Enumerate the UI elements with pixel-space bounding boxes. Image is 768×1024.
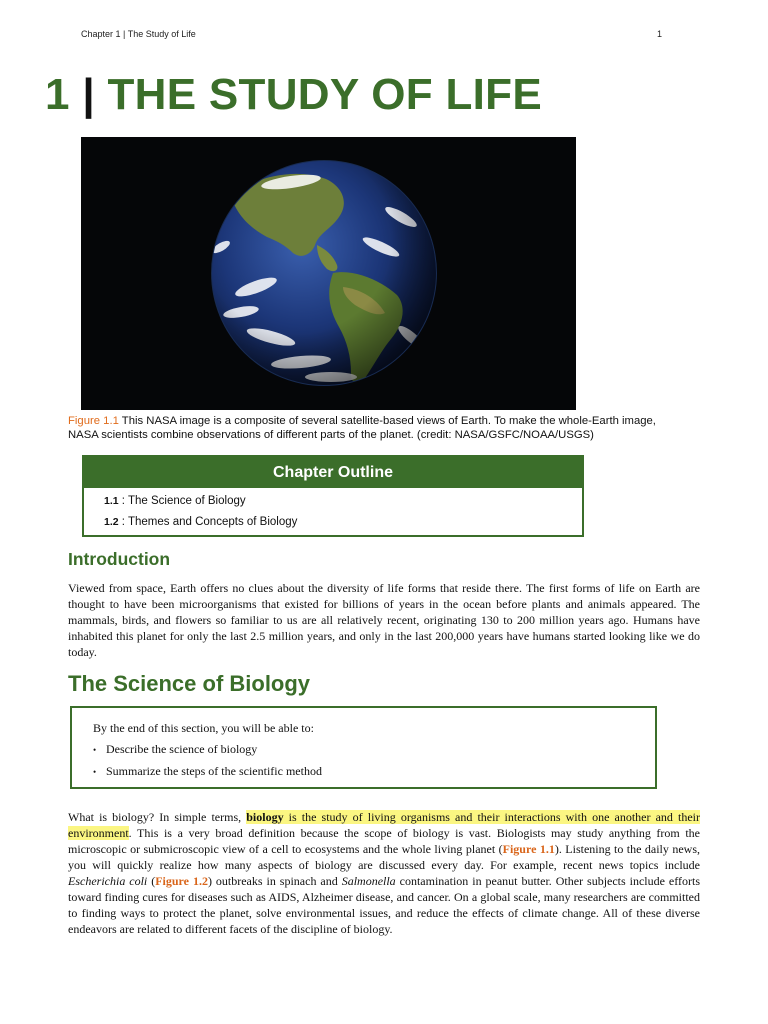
outline-item-number: 1.1 <box>104 495 119 507</box>
figure-caption <box>68 414 668 442</box>
objectives-intro: By the end of this section, you will be able to: <box>93 721 314 735</box>
figure-label: Figure 1.1 <box>68 415 119 427</box>
chapter-number: 1 <box>45 70 70 119</box>
body-text: ) outbreaks in spinach and <box>207 874 342 888</box>
definition-text: is the study of living organisms and their interactions with one another and their environment <box>68 810 700 840</box>
chapter-separator: | <box>82 70 95 119</box>
body-text: ( <box>147 874 156 888</box>
objective-item <box>93 763 322 785</box>
term-salmonella: Salmonella <box>341 874 396 888</box>
outline-item-label: : The Science of Biology <box>118 495 246 507</box>
body-text: . This is a very broad definition because the scope of biology is vast. Biologists may study anything from the microscopic or submicroscopic view of a cell to ecosystems and the whole living planet ( <box>68 826 700 856</box>
term-escherichia-coli: Escherichia coli <box>68 874 148 888</box>
bullet-icon: • <box>93 745 97 755</box>
body-text: contamination in peanut butter. Other subjects include efforts toward finding cures for diseases such as AIDS, Alzheimer disease, and cancer. On a global scale, many researchers are committed to finding ways to protect the planet, solve environmental issues, and reduce the effects of climate change. All of these diverse endeavors are related to different facets of the discipline of biology. <box>68 874 701 936</box>
body-text: What is biology? In simple terms, <box>68 810 247 824</box>
figure-caption-text: This NASA image is a composite of several satellite-based views of Earth. To make the whole-Earth image, NASA scientists combine observations of different parts of the planet. (credit: NASA/GSFC/NOAA/USGS) <box>68 415 656 441</box>
bullet-icon: • <box>93 767 97 777</box>
running-head: Chapter 1 | The Study of Life <box>81 29 196 39</box>
learning-objectives-box <box>70 706 657 789</box>
earth-photo <box>81 137 576 410</box>
outline-item-label: : Themes and Concepts of Biology <box>118 516 298 528</box>
outline-item-1-1[interactable] <box>104 495 246 507</box>
chapter-title-text: THE STUDY OF LIFE <box>107 70 542 119</box>
objectives-list <box>93 741 322 785</box>
earth-globe-image <box>81 137 576 410</box>
objective-text: Summarize the steps of the scientific method <box>106 764 322 778</box>
introduction-paragraph: Viewed from space, Earth offers no clues about the diversity of life forms that reside there. The first forms of life on Earth are thought to have been microorganisms that existed for billions of years in the ocean before plants and animals appeared. The mammals, birds, and flowers so familiar to us are all relatively recent, originating 130 to 200 million years ago. Humans have inhabited this planet for only the last 2.5 million years, and only in the last 200,000 years have humans started looking like we do today. <box>68 581 700 659</box>
chapter-outline-heading: Chapter Outline <box>84 457 582 488</box>
body-text: ). Listening to the daily news, you will quickly realize how many aspects of biology are discussed every day. For example, recent news topics include <box>68 842 700 872</box>
chapter-outline-box <box>82 455 584 537</box>
science-of-biology-heading: The Science of Biology <box>68 671 311 696</box>
outline-item-number: 1.2 <box>104 516 119 528</box>
objective-text: Describe the science of biology <box>106 742 258 756</box>
figure-1-2-link[interactable]: Figure 1.2 <box>155 874 208 888</box>
page-number: 1 <box>657 29 663 39</box>
biology-definition-paragraph <box>68 809 700 937</box>
objective-item <box>93 741 322 763</box>
introduction-heading: Introduction <box>68 549 171 569</box>
key-term-biology: biology <box>246 810 284 824</box>
chapter-title <box>45 70 542 120</box>
outline-item-1-2[interactable] <box>104 516 297 528</box>
figure-1-1-link[interactable]: Figure 1.1 <box>502 842 555 856</box>
